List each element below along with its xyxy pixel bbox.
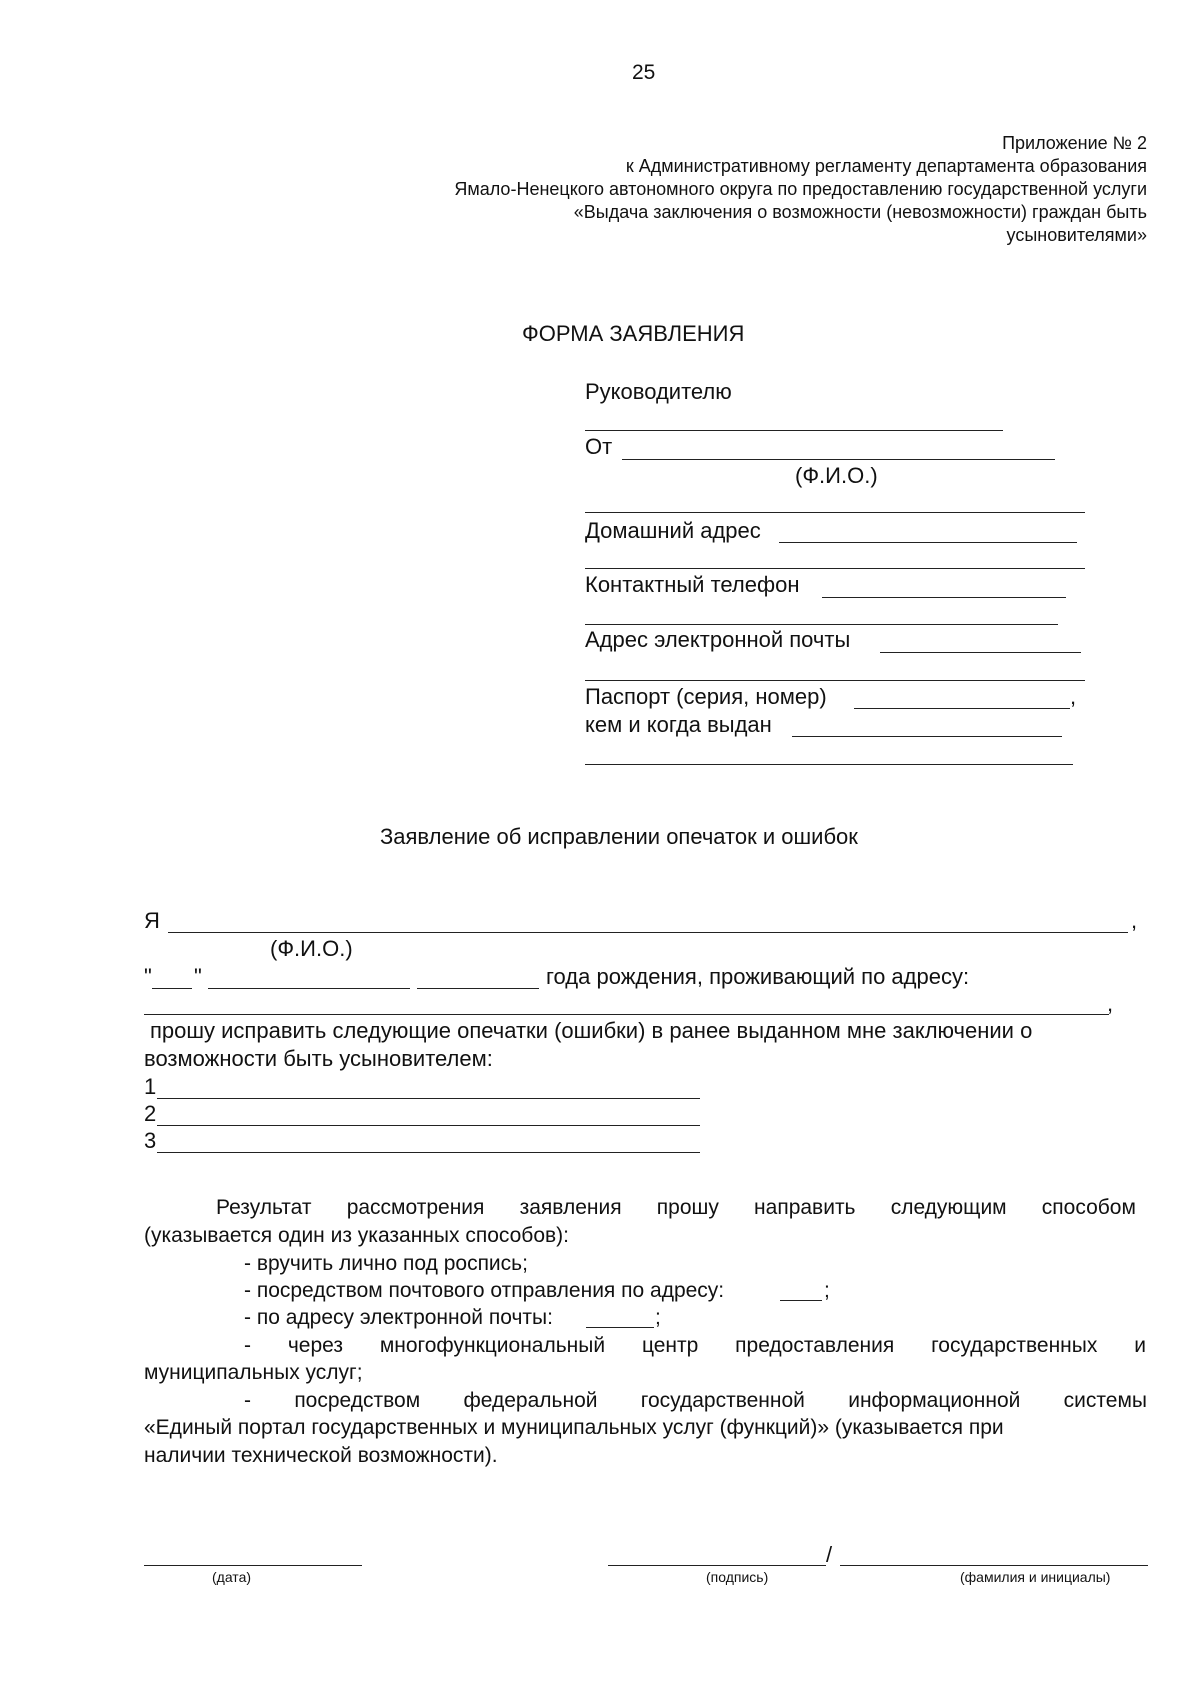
statement-fio-hint: (Ф.И.О.) — [270, 936, 353, 961]
item-1-line[interactable] — [157, 1098, 700, 1099]
passport-label: Паспорт (серия, номер) — [585, 684, 827, 709]
option-email-line[interactable] — [586, 1327, 654, 1328]
justified-word: направить — [754, 1196, 856, 1219]
justified-word: информационной — [848, 1389, 1021, 1412]
result-paragraph-line-1 — [216, 1197, 1136, 1218]
option-email: - по адресу электронной почты: — [244, 1306, 553, 1329]
birth-day-line[interactable] — [152, 988, 192, 989]
justified-word: федеральной — [463, 1389, 598, 1412]
name-line[interactable] — [840, 1565, 1148, 1566]
item-2-line[interactable] — [157, 1125, 700, 1126]
addressee-from-line[interactable] — [622, 459, 1055, 460]
appendix-line-1: Приложение № 2 — [1002, 133, 1147, 153]
addressee-extra-line-2[interactable] — [585, 568, 1085, 569]
phone-label: Контактный телефон — [585, 572, 800, 597]
justified-word: Результат — [216, 1196, 312, 1219]
option-in-person: - вручить лично под роспись; — [244, 1252, 528, 1275]
justified-word: центр — [641, 1334, 699, 1357]
statement-title: Заявление об исправлении опечаток и ошибок — [380, 824, 858, 849]
addressee-extra-line-4[interactable] — [585, 680, 1085, 681]
option-post-end: ; — [824, 1279, 830, 1302]
date-hint: (дата) — [212, 1569, 252, 1585]
passport-comma: , — [1070, 684, 1077, 709]
birth-month-line[interactable] — [208, 988, 410, 989]
signature-hint: (подпись) — [706, 1569, 769, 1585]
residence-address-line[interactable] — [144, 1014, 1109, 1015]
birth-day-quote-close: " — [194, 964, 202, 989]
email-label: Адрес электронной почты — [585, 627, 851, 652]
passport-line[interactable] — [854, 708, 1070, 709]
address-comma: , — [1107, 991, 1114, 1016]
addressee-to-line[interactable] — [585, 430, 1003, 431]
justified-word: посредством — [294, 1389, 421, 1412]
item-3-line[interactable] — [157, 1152, 700, 1153]
justified-word: через — [287, 1334, 343, 1357]
addressee-fio-hint: (Ф.И.О.) — [795, 463, 878, 488]
result-paragraph-line-2: (указывается один из указанных способов): — [144, 1224, 569, 1247]
addressee-to: Руководителю — [585, 379, 732, 404]
justified-word: многофункциональный — [379, 1334, 606, 1357]
option-portal-line-2: «Единый портал государственных и муниципальных услуг (функций)» (указывается при — [144, 1416, 1004, 1439]
justified-word: государственной — [640, 1389, 805, 1412]
option-portal-line-3: наличии технической возможности). — [144, 1444, 498, 1467]
appendix-line-5: усыновителями» — [1006, 225, 1147, 245]
addressee-extra-line-1[interactable] — [585, 512, 1085, 513]
page-number: 25 — [632, 61, 656, 84]
appendix-line-4: «Выдача заключения о возможности (невозможности) граждан быть — [573, 202, 1147, 222]
appendix-line-3: Ямало-Ненецкого автономного округа по предоставлению государственной услуги — [454, 179, 1147, 199]
appendix-line-2: к Административному регламенту департамента образования — [625, 156, 1147, 176]
justified-word: следующим — [890, 1196, 1007, 1219]
justified-word: рассмотрения — [346, 1196, 485, 1219]
option-post: - посредством почтового отправления по адресу: — [244, 1279, 725, 1302]
issued-label: кем и когда выдан — [585, 712, 772, 737]
justified-word: - — [244, 1334, 251, 1357]
justified-word: заявления — [519, 1196, 622, 1219]
birth-year-line[interactable] — [417, 988, 539, 989]
justified-word: - — [244, 1389, 251, 1412]
option-email-end: ; — [655, 1306, 661, 1329]
home-address-line[interactable] — [779, 542, 1077, 543]
item-2-label: 2 — [144, 1101, 157, 1126]
signature-slash: / — [826, 1542, 833, 1567]
statement-ya: Я — [144, 908, 160, 933]
justified-word: государственных — [931, 1334, 1098, 1357]
option-post-address-line[interactable] — [780, 1300, 822, 1301]
justified-word: предоставления — [735, 1334, 895, 1357]
phone-line[interactable] — [822, 597, 1066, 598]
request-line-2: возможности быть усыновителем: — [144, 1046, 493, 1071]
request-line-1: прошу исправить следующие опечатки (ошибки) в ранее выданном мне заключении о — [150, 1018, 1033, 1043]
justified-word: системы — [1063, 1389, 1147, 1412]
addressee-from-label: От — [585, 434, 613, 459]
justified-word: и — [1134, 1334, 1146, 1357]
option-portal-line-1 — [244, 1390, 1147, 1411]
email-line[interactable] — [880, 652, 1081, 653]
addressee-extra-line-3[interactable] — [585, 624, 1058, 625]
option-mfc-line-1 — [244, 1335, 1146, 1356]
addressee-extra-line-5[interactable] — [585, 764, 1073, 765]
birth-text: года рождения, проживающий по адресу: — [546, 964, 970, 989]
justified-word: способом — [1041, 1196, 1136, 1219]
option-mfc-line-2: муниципальных услуг; — [144, 1361, 363, 1384]
applicant-name-line[interactable] — [168, 932, 1128, 933]
signature-line[interactable] — [608, 1565, 826, 1566]
item-1-label: 1 — [144, 1074, 157, 1099]
date-line[interactable] — [144, 1565, 362, 1566]
justified-word: прошу — [656, 1196, 719, 1219]
name-hint: (фамилия и инициалы) — [960, 1569, 1111, 1585]
issued-line[interactable] — [792, 736, 1062, 737]
form-title: ФОРМА ЗАЯВЛЕНИЯ — [522, 321, 745, 346]
birth-day-quote-open: " — [144, 964, 152, 989]
statement-line1-comma: , — [1131, 908, 1138, 933]
item-3-label: 3 — [144, 1128, 157, 1153]
home-address-label: Домашний адрес — [585, 518, 761, 543]
